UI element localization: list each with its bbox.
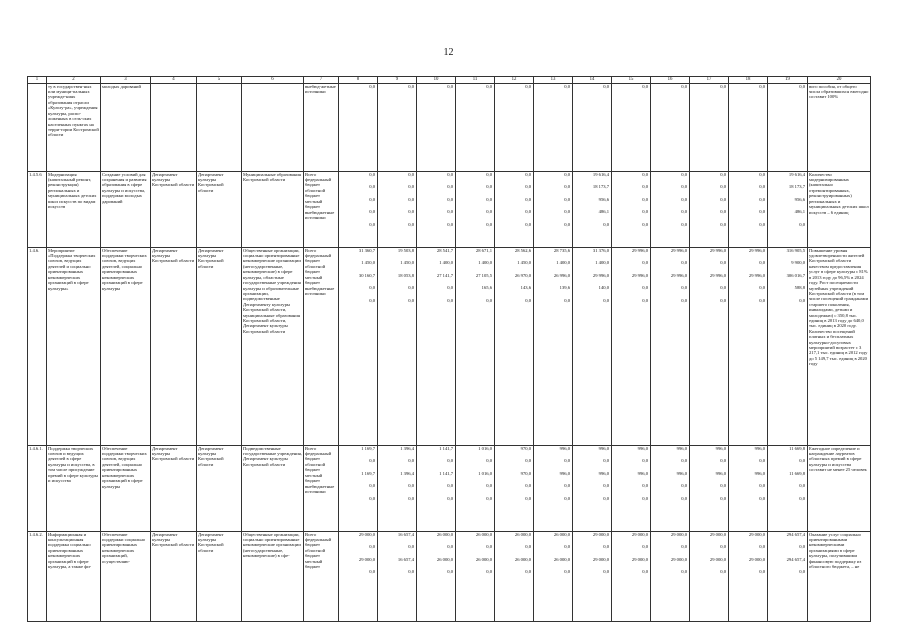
participants-cell: Общественные организации, социально ориентированные некоммерческие организации (негосударственные, некоммерческие) в сфе- — [242, 531, 304, 621]
column-number: 4 — [151, 77, 197, 84]
executor-cell: Департамент культуры Костромской области — [197, 247, 242, 445]
funding-source-cell: Всего федеральный бюджет областной бюджет местный бюджет внебюджетные источники — [304, 247, 339, 445]
coordinator-cell: Департамент культуры Костромской области — [151, 531, 197, 621]
amount-cell: 29 000,0 0,0 29 000,0 0,0 — [690, 531, 729, 621]
table-row — [28, 531, 871, 621]
funding-source-cell: Всего федеральный бюджет областной бюджет местный бюджет — [304, 531, 339, 621]
column-number: 10 — [417, 77, 456, 84]
amount-cell: 996,0 0,0 996,0 0,0 0,0 — [534, 445, 573, 531]
amount-cell: 29 996,0 0,0 29 996,0 0,0 0,0 — [729, 247, 768, 445]
goal-cell: Обеспечение поддержки творческих союзов, ведущих деятелей, социально ориентированных некоммерческих организаций в сфере культуры — [101, 445, 151, 531]
executor-cell — [197, 83, 242, 171]
amount-cell: 294 657,4 0,0 294 657,4 0,0 — [768, 531, 808, 621]
amount-cell: 28 541,7 1 400,0 27 141,7 0,0 0,0 — [417, 247, 456, 445]
column-number: 13 — [534, 77, 573, 84]
measure-name-cell: Мероприятие «Поддержка творческих союзов, ведущих деятелей и социально ориентированных некоммерческих организаций в сфере культуры» — [47, 247, 101, 445]
budget-table — [27, 76, 871, 622]
amount-cell: 26 000,0 0,0 26 000,0 0,0 — [495, 531, 534, 621]
column-number: 3 — [101, 77, 151, 84]
expected-result-cell: Оказание услуг социально ориентированными некоммерческими организациями в сфере культуры, получившими финансовую поддержку из областного бюджета, – не — [808, 531, 871, 621]
participants-cell: Подведомственные государственные учреждения, Департамент культуры Костромской области — [242, 445, 304, 531]
amount-cell: 0,0 — [456, 83, 495, 171]
amount-cell: 19 503,8 1 450,0 18 053,8 0,0 0,0 — [378, 247, 417, 445]
amount-cell: 31 376,0 1 400,0 29 996,0 140,0 0,0 — [573, 247, 612, 445]
amount-cell: 0,0 — [768, 83, 808, 171]
amount-cell: 0,0 0,0 0,0 0,0 0,0 — [495, 171, 534, 247]
amount-cell: 19 616,4 18 173,7 956,6 486,1 0,0 — [573, 171, 612, 247]
column-number: 2 — [47, 77, 101, 84]
measure-name-cell: Модернизация (капитальный ремонт, реконструкция) региональных и муниципальных детских школ искусств по видам искусств — [47, 171, 101, 247]
amount-cell: 0,0 0,0 0,0 0,0 0,0 — [456, 171, 495, 247]
amount-cell: 0,0 — [378, 83, 417, 171]
column-number-row — [28, 77, 871, 84]
column-number: 9 — [378, 77, 417, 84]
executor-cell: Департамент культуры Костромской области — [197, 445, 242, 531]
goal-cell: молодых дарований — [101, 83, 151, 171]
amount-cell: 1 169,7 0,0 1 169,7 0,0 0,0 — [339, 445, 378, 531]
amount-cell: 0,0 0,0 0,0 0,0 0,0 — [339, 171, 378, 247]
expected-result-cell: Ежегодное определение и награждение лауреатов областных премий в сфере культуры и искусства составит не менее 25 человек — [808, 445, 871, 531]
column-number: 20 — [808, 77, 871, 84]
expected-result-cell: Повышение уровня удовлетворенности жителей Костромской области качеством предоставления услуг в сфере культуры с 81% в 2013 году до 96,5% в 2024 году. Рост посещаемости музейных учреждений Костромской области (в том числе посещений гражданами старшего поколения, инвалидами, детьми и молодежью) с 350,8 тыс. единиц в 2013 году до 640,0 тыс. единиц в 2020 году. Количество посещений платных и бесплатных культурно-досуговых мероприятий возрастет с 3 217,1 тыс. единиц в 2012 году до 5 149,7 тыс. единиц в 2020 году — [808, 247, 871, 445]
amount-cell: 29 000,0 0,0 29 000,0 0,0 — [339, 531, 378, 621]
column-number: 11 — [456, 77, 495, 84]
amount-cell: 29 000,0 0,0 29 000,0 0,0 — [729, 531, 768, 621]
column-number: 7 — [304, 77, 339, 84]
amount-cell: 28 562,6 1 450,0 26 970,0 143,6 0,0 — [495, 247, 534, 445]
amount-cell: 0,0 — [534, 83, 573, 171]
amount-cell: 996,0 0,0 996,0 0,0 0,0 — [690, 445, 729, 531]
coordinator-cell: Департамент культуры Костромской области — [151, 171, 197, 247]
amount-cell: 0,0 — [651, 83, 690, 171]
amount-cell: 996,0 0,0 996,0 0,0 0,0 — [651, 445, 690, 531]
executor-cell: Департамент культуры Костромской области — [197, 531, 242, 621]
column-number: 18 — [729, 77, 768, 84]
amount-cell: 1 396,4 0,0 1 396,4 0,0 0,0 — [378, 445, 417, 531]
expected-result-cell: вого пособия, от общего числа обратившихся ежегодно составит 100% — [808, 83, 871, 171]
amount-cell: 0,0 — [573, 83, 612, 171]
amount-cell: 11 669,8 0,0 11 669,8 0,0 0,0 — [768, 445, 808, 531]
column-number: 1 — [28, 77, 47, 84]
coordinator-cell: Департамент культуры Костромской области — [151, 247, 197, 445]
amount-cell: 0,0 — [339, 83, 378, 171]
amount-cell: 26 000,0 0,0 26 000,0 0,0 — [534, 531, 573, 621]
funding-source-cell: Всего федеральный бюджет областной бюджет местный бюджет внебюджетные источники — [304, 445, 339, 531]
table-row — [28, 247, 871, 445]
funding-source-cell: внебюд-жетные источники — [304, 83, 339, 171]
amount-cell: 29 996,0 0,0 29 996,0 0,0 0,0 — [612, 247, 651, 445]
funding-source-cell: Всего федеральный бюджет областной бюджет местный бюджет внебюджетные источники — [304, 171, 339, 247]
goal-cell: Создание условий для сохранения и развития образования в сфере культуры и искусства, поддержки молодых дарований — [101, 171, 151, 247]
participants-cell — [242, 83, 304, 171]
amount-cell: 0,0 — [612, 83, 651, 171]
row-number-cell: 1.4.6.2. — [28, 531, 47, 621]
expected-result-cell: Количество модернизированных (капитально отремонтированных, реконструированных) региональных и муниципальных детских школ искусств – 6 единиц — [808, 171, 871, 247]
column-number: 6 — [242, 77, 304, 84]
column-number: 15 — [612, 77, 651, 84]
amount-cell: 316 905,5 9 900,0 306 016,7 588,8 0,0 — [768, 247, 808, 445]
column-number: 14 — [573, 77, 612, 84]
amount-cell: 0,0 0,0 0,0 0,0 0,0 — [651, 171, 690, 247]
table-row — [28, 83, 871, 171]
amount-cell: 0,0 — [729, 83, 768, 171]
coordinator-cell — [151, 83, 197, 171]
amount-cell: 996,0 0,0 996,0 0,0 0,0 — [729, 445, 768, 531]
amount-cell: 0,0 0,0 0,0 0,0 0,0 — [534, 171, 573, 247]
amount-cell: 970,0 0,0 970,0 0,0 0,0 — [495, 445, 534, 531]
column-number: 17 — [690, 77, 729, 84]
table-row — [28, 445, 871, 531]
executor-cell: Департамент культуры Костромской области — [197, 171, 242, 247]
column-number: 12 — [495, 77, 534, 84]
amount-cell: 0,0 — [690, 83, 729, 171]
participants-cell: Общественные организации, социально ориентированные некоммерческие организации (негосударственные, некоммерческие) в сфере культуры, областные государственные учреждения культуры и образовательные организации, подведомственные Департаменту культуры Костромской области, муниципальные образования Костромской области, Департамент культуры Костромской области — [242, 247, 304, 445]
amount-cell: 0,0 0,0 0,0 0,0 0,0 — [690, 171, 729, 247]
column-number: 19 — [768, 77, 808, 84]
amount-cell: 996,0 0,0 996,0 0,0 0,0 — [612, 445, 651, 531]
coordinator-cell: Департамент культуры Костромской области — [151, 445, 197, 531]
measure-name-cell: Поддержка творческих союзов и ведущих деятелей в сфере культуры и искусства, в том числе присуждение премий в сфере культуры и искусства — [47, 445, 101, 531]
amount-cell: 0,0 0,0 0,0 0,0 0,0 — [612, 171, 651, 247]
amount-cell: 1 141,7 0,0 1 141,7 0,0 0,0 — [417, 445, 456, 531]
participants-cell: Муниципальные образования Костромской области — [242, 171, 304, 247]
amount-cell: 1 016,0 0,0 1 016,0 0,0 0,0 — [456, 445, 495, 531]
amount-cell: 0,0 0,0 0,0 0,0 0,0 — [378, 171, 417, 247]
amount-cell: 996,0 0,0 996,0 0,0 0,0 — [573, 445, 612, 531]
amount-cell: 0,0 0,0 0,0 0,0 0,0 — [729, 171, 768, 247]
table-row — [28, 171, 871, 247]
row-number-cell: 1.4.6. — [28, 247, 47, 445]
amount-cell: 29 996,0 0,0 29 996,0 0,0 0,0 — [690, 247, 729, 445]
row-number-cell: 1.4.5.6 — [28, 171, 47, 247]
row-number-cell — [28, 83, 47, 171]
amount-cell: 29 000,0 0,0 29 000,0 0,0 — [573, 531, 612, 621]
amount-cell: 0,0 — [417, 83, 456, 171]
column-number: 8 — [339, 77, 378, 84]
amount-cell: 29 000,0 0,0 29 000,0 0,0 — [612, 531, 651, 621]
row-number-cell: 1.4.6.1. — [28, 445, 47, 531]
amount-cell: 28 735,6 1 400,0 26 996,0 139,6 0,0 — [534, 247, 573, 445]
measure-name-cell: Информационная и консультационная поддержка социально ориентированных некоммерческих организаций в сфере культуры, а также фи- — [47, 531, 101, 621]
column-number: 5 — [197, 77, 242, 84]
amount-cell: 19 616,4 18 173,7 956,6 486,1 0,0 — [768, 171, 808, 247]
amount-cell: 29 996,0 0,0 29 996,0 0,0 0,0 — [651, 247, 690, 445]
page-number: 12 — [443, 47, 454, 58]
amount-cell: 26 000,0 0,0 26 000,0 0,0 — [456, 531, 495, 621]
amount-cell: 31 360,7 1 450,0 30 160,7 0,0 0,0 — [339, 247, 378, 445]
amount-cell: 16 657,4 0,0 16 657,4 0,0 — [378, 531, 417, 621]
goal-cell: Обеспечение поддержки творческих союзов, ведущих деятелей, социально ориентированных некоммерческих организаций в сфере культуры — [101, 247, 151, 445]
amount-cell: 0,0 — [495, 83, 534, 171]
column-number: 16 — [651, 77, 690, 84]
goal-cell: Обеспечение поддержки социально ориентированных некоммерческих организаций, осуществляю- — [101, 531, 151, 621]
amount-cell: 28 671,1 1 400,0 27 105,5 165,6 0,0 — [456, 247, 495, 445]
measure-name-cell: ту в государствен-ных или муници-пальных учрежде-ниях образования отрасли «Культу-ра», учреждения культуры, распо-ложенных в сель-ских населенных пунктах на терри-тории Костромской области — [47, 83, 101, 171]
amount-cell: 0,0 0,0 0,0 0,0 0,0 — [417, 171, 456, 247]
amount-cell: 29 000,0 0,0 29 000,0 0,0 — [651, 531, 690, 621]
amount-cell: 26 000,0 0,0 26 000,0 0,0 — [417, 531, 456, 621]
